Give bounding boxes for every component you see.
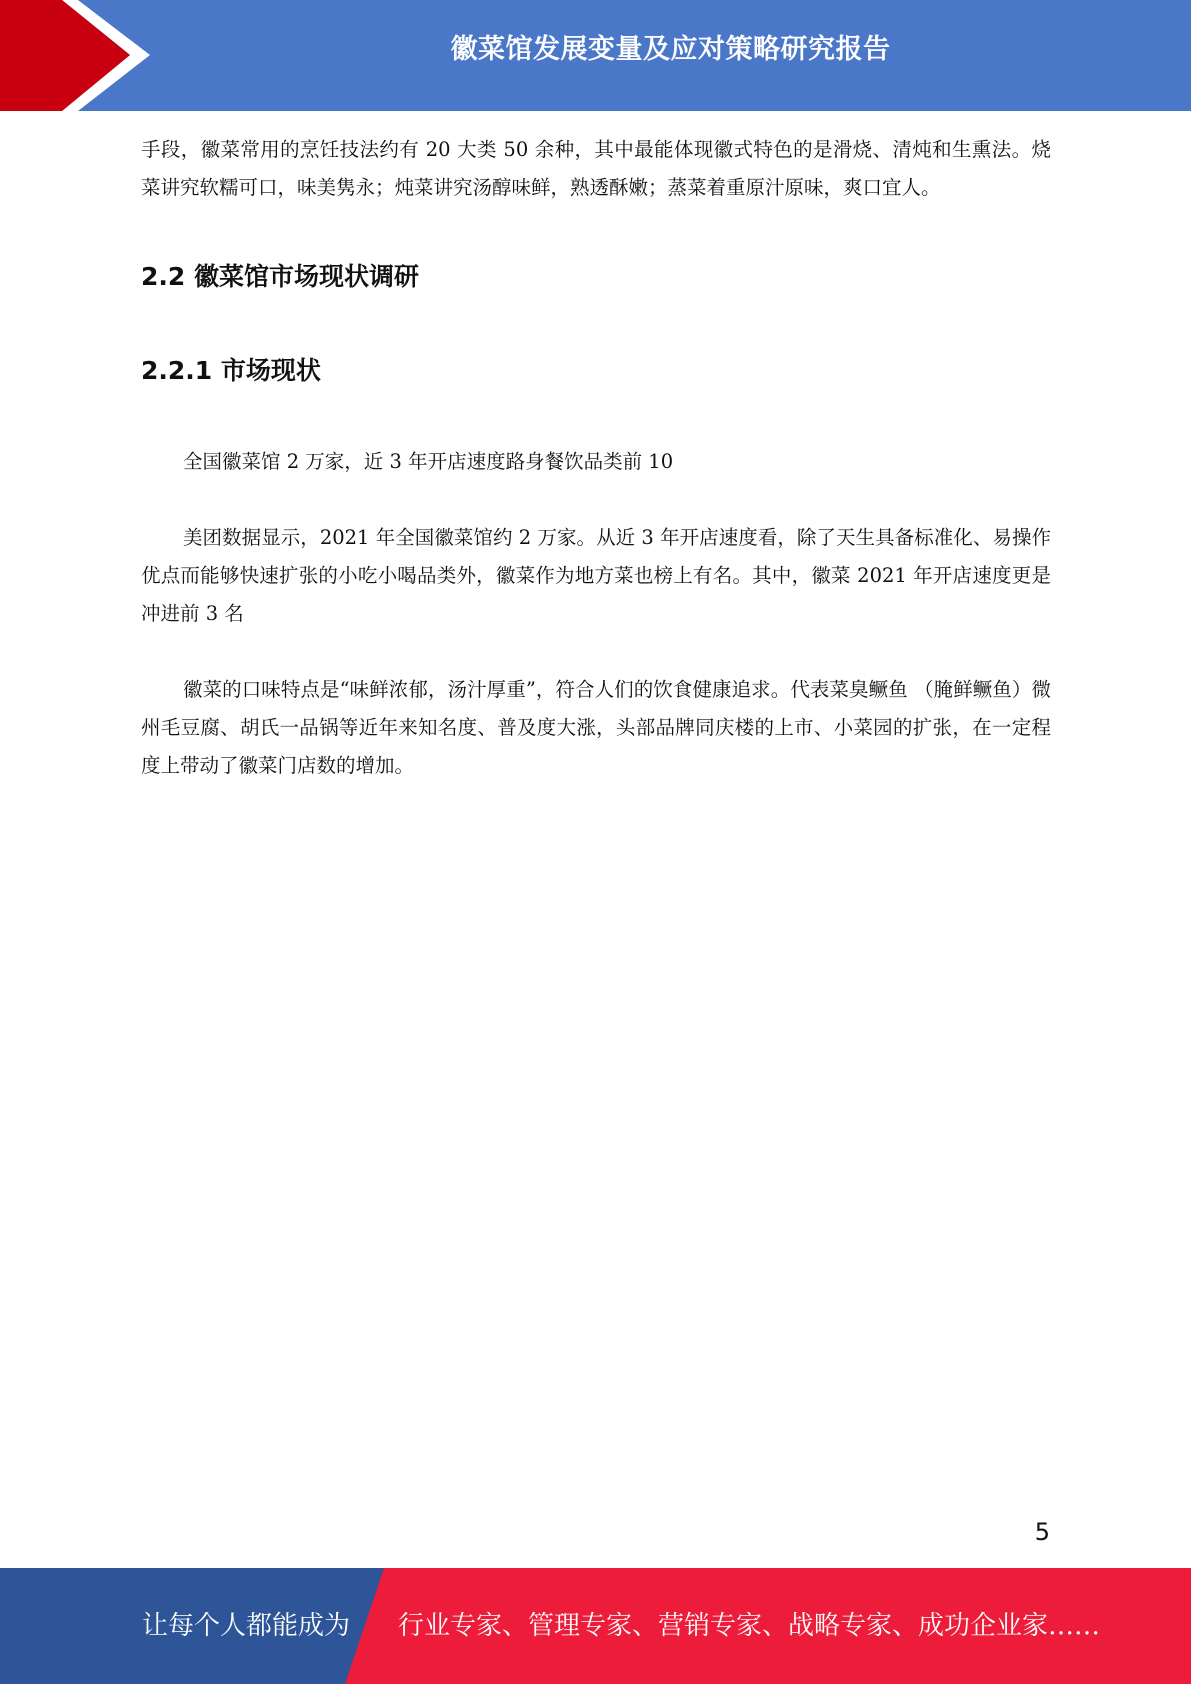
intro-paragraph: 手段，徽菜常用的烹饪技法约有 20 大类 50 余种，其中最能体现徽式特色的是滑烧、清炖和生熏法。烧菜讲究软糯可口，味美隽永；炖菜讲究汤醇味鲜，熟透酥嫩；蒸菜着重原汁原味，爽口宜人。 (141, 138, 1051, 199)
header-chevron-icon (0, 0, 160, 111)
page-content (141, 131, 1051, 785)
footer-slogan-right: 行业专家、管理专家、营销专家、战略专家、成功企业家…… (398, 1611, 1101, 1641)
taste-paragraph: 徽菜的口味特点是“味鲜浓郁，汤汁厚重”，符合人们的饮食健康追求。代表菜臭鳜鱼 （腌鲜鳜鱼）微州毛豆腐、胡氏一品锅等近年来知名度、普及度大涨，头部品牌同庆楼的上市、小菜园的扩张，在一定程度上带动了徽菜门店数的增加。 (141, 678, 1051, 777)
subsection-heading: 2.2.1 市场现状 (141, 356, 321, 385)
page-number: 5 (1034, 1518, 1050, 1546)
lead-paragraph: 全国徽菜馆 2 万家，近 3 年开店速度路身餐饮品类前 10 (183, 450, 674, 473)
report-title: 徽菜馆发展变量及应对策略研究报告 (450, 34, 891, 65)
page-header (0, 0, 1191, 111)
section-heading: 2.2 徽菜馆市场现状调研 (141, 262, 419, 291)
page-footer (0, 1568, 1191, 1684)
meituan-paragraph: 美团数据显示，2021 年全国徽菜馆约 2 万家。从近 3 年开店速度看，除了天生具备标准化、易操作优点而能够快速扩张的小吃小喝品类外，徽菜作为地方菜也榜上有名。其中，徽菜 2021 年开店速度更是冲进前 3 名 (141, 526, 1051, 625)
footer-slogan-left: 让每个人都能成为 (142, 1611, 351, 1641)
